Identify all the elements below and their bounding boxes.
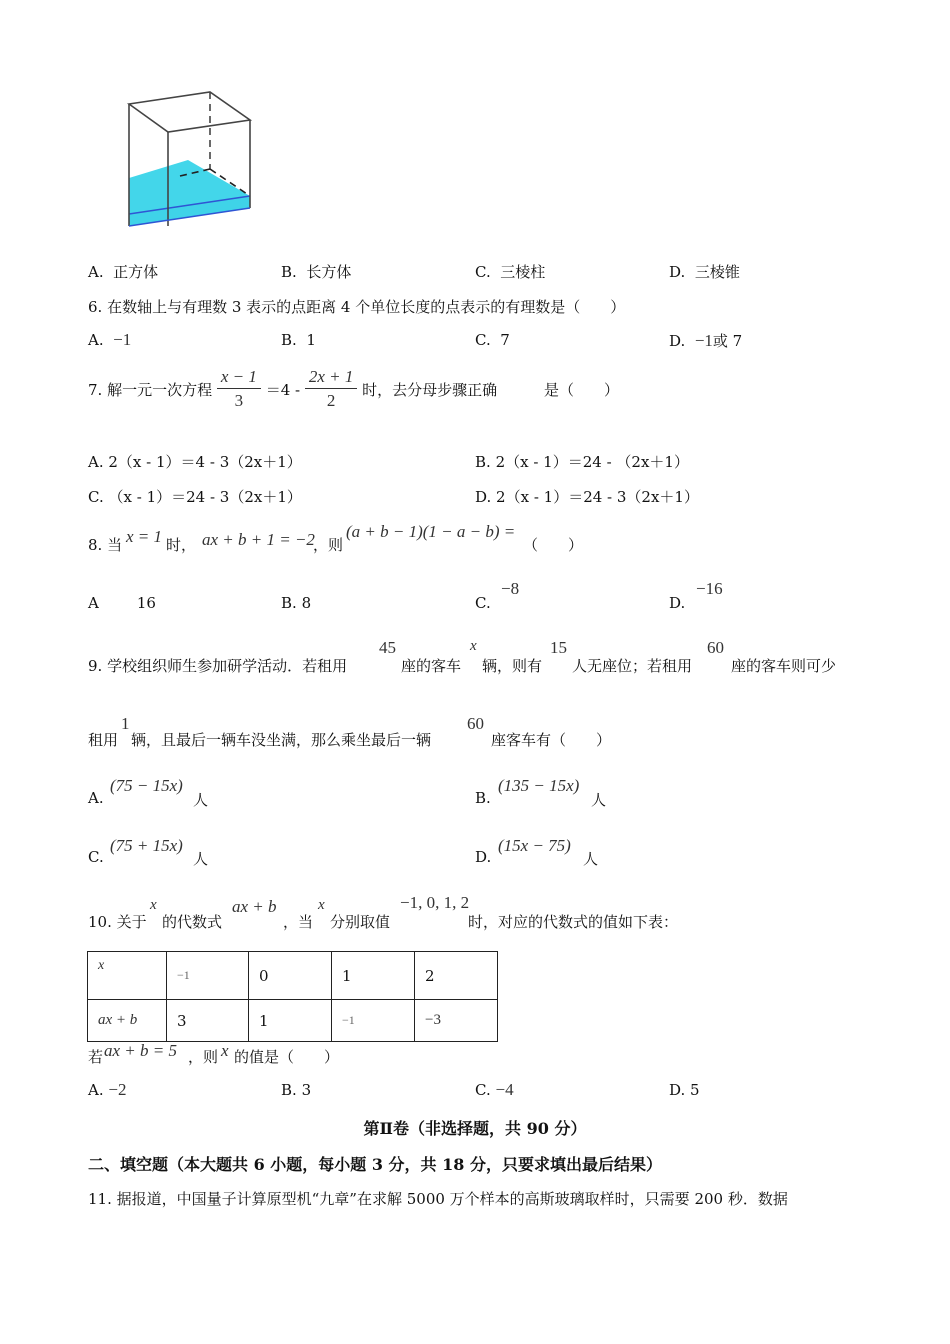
table-cell: 3 xyxy=(167,1000,249,1042)
q8-option-c xyxy=(475,594,491,612)
q7-option-c xyxy=(88,486,302,507)
option-label: A xyxy=(88,594,99,612)
option-label: D. xyxy=(669,1081,686,1099)
option-text: 2（x - 1）＝4 - 3（2x＋1） xyxy=(108,453,302,471)
q10-option-d xyxy=(669,1081,700,1099)
q9-option-d-label: D. xyxy=(475,848,492,866)
option-label: D. xyxy=(669,263,686,281)
q7-option-d xyxy=(475,486,699,507)
option-value: 8 xyxy=(301,594,312,612)
option-label: A. xyxy=(88,331,104,349)
q6-option-b xyxy=(281,331,316,349)
fraction-numerator: x − 1 xyxy=(217,366,261,389)
q9-text-4: 人无座位；若租用 xyxy=(572,657,693,675)
q7-option-a xyxy=(88,451,302,472)
q9-num-60b: 60 xyxy=(467,714,484,733)
q7-fraction-1 xyxy=(217,366,261,413)
table-cell: ax + b xyxy=(88,1000,167,1042)
q5-option-c xyxy=(475,261,545,282)
fraction-denominator: 2 xyxy=(326,391,336,410)
option-text: 正方体 xyxy=(113,263,159,281)
q8-paren: （ ） xyxy=(523,536,584,554)
part2-heading: 二、填空题（本大题共 6 小题，每小题 3 分，共 18 分，只要求填出最后结果） xyxy=(88,1155,662,1174)
q8-expression: (a + b − 1)(1 − a − b) = xyxy=(346,522,516,541)
option-label: B. xyxy=(281,263,297,281)
q10-cond-mid: ，则 xyxy=(188,1048,219,1066)
option-text: 长方体 xyxy=(306,263,352,281)
q9-text-1: 9. 学校组织师生参加研学活动．若租用 xyxy=(88,657,348,675)
fraction-denominator: 3 xyxy=(234,391,244,410)
q7-middle: ＝4 - xyxy=(265,380,301,399)
q6-option-d xyxy=(669,330,742,351)
table-cell: 2 xyxy=(415,952,498,1000)
option-label: A. xyxy=(88,453,104,471)
q9-text-5: 座的客车则可少 xyxy=(731,657,837,675)
q7-suffix-2: 是（ ） xyxy=(543,380,619,399)
table-row xyxy=(88,1000,498,1042)
q9-option-a-label: A. xyxy=(88,789,104,807)
option-text: 2（x - 1）＝24 - （2x＋1） xyxy=(495,453,689,471)
option-value: 5 xyxy=(690,1081,700,1099)
q10-var-x: x xyxy=(150,897,157,913)
option-label: B. xyxy=(281,331,297,349)
cube-water-figure xyxy=(120,86,260,234)
table-cell: 1 xyxy=(332,952,415,1000)
q7-prefix: 7. 解一元一次方程 xyxy=(88,380,213,399)
option-value: 3 xyxy=(301,1081,312,1099)
q7-suffix: 时，去分母步骤正确 xyxy=(362,380,498,399)
option-label: D. xyxy=(475,488,492,506)
q9-option-d-unit: 人 xyxy=(583,850,599,868)
q8-condition: x = 1 xyxy=(126,527,163,546)
table-cell: −1 xyxy=(167,952,249,1000)
q7-stem xyxy=(88,366,619,413)
q9-num-15: 15 xyxy=(550,638,567,657)
q10-values: −1, 0, 1, 2 xyxy=(400,893,470,912)
table-cell: x xyxy=(88,952,167,1000)
q10-option-a xyxy=(88,1080,126,1100)
option-label: C. xyxy=(88,488,104,506)
q9-text-7: 辆，且最后一辆车没坐满，那么乘坐最后一辆 xyxy=(131,731,432,749)
q8-prefix: 8. 当 xyxy=(88,536,123,554)
value-table xyxy=(87,951,498,1042)
option-suffix: 或 7 xyxy=(712,332,743,350)
q10-condition: ax + b = 5 xyxy=(104,1041,177,1060)
option-label: C. xyxy=(475,331,491,349)
q10-option-c xyxy=(475,1080,514,1100)
q10-text-5: 时，对应的代数式的值如下表： xyxy=(468,913,679,931)
q9-option-c-expr: (75 + 15x) xyxy=(110,836,183,855)
q9-option-c-label: C. xyxy=(88,848,104,866)
q9-option-b-expr: (135 − 15x) xyxy=(498,776,580,795)
fraction-numerator: 2x + 1 xyxy=(305,366,358,389)
q8-option-d xyxy=(669,594,685,612)
table-cell: −3 xyxy=(415,1000,498,1042)
q9-num-1: 1 xyxy=(121,714,130,733)
q10-cond-prefix: 若 xyxy=(88,1048,104,1066)
option-label: D. xyxy=(669,332,686,350)
q10-option-b xyxy=(281,1081,311,1099)
option-value: −1 xyxy=(694,331,713,350)
table-cell: −1 xyxy=(332,1000,415,1042)
q10-text-2: 的代数式 xyxy=(162,913,223,931)
option-label: B. xyxy=(281,594,297,612)
q9-num-45: 45 xyxy=(379,638,396,657)
q9-text-8: 座客车有（ ） xyxy=(491,731,612,749)
q9-var-x: x xyxy=(470,638,477,654)
q8-equation: ax + b + 1 = −2 xyxy=(202,530,315,549)
q10-cond-suffix: 的值是（ ） xyxy=(234,1048,340,1066)
q8-text-1: 时， xyxy=(166,536,197,554)
q9-option-d-expr: (15x − 75) xyxy=(498,836,571,855)
q5-option-d xyxy=(669,261,740,282)
option-text: 三棱柱 xyxy=(500,263,546,281)
table-cell: 1 xyxy=(249,1000,332,1042)
q6-stem: 6. 在数轴上与有理数 3 表示的点距离 4 个单位长度的点表示的有理数是（ ） xyxy=(88,298,626,316)
option-value: 7 xyxy=(500,331,510,349)
option-label: A. xyxy=(88,1081,104,1099)
table-cell: 0 xyxy=(249,952,332,1000)
option-text: 三棱锥 xyxy=(694,263,740,281)
option-text: （x - 1）＝24 - 3（2x＋1） xyxy=(108,488,302,506)
option-value: 1 xyxy=(306,331,316,349)
q8-option-a xyxy=(88,594,156,612)
q11-text: 11. 据报道，中国量子计算原型机“九章”在求解 5000 万个样本的高斯玻璃取样时，只需要 200 秒．数据 xyxy=(88,1190,788,1208)
q9-option-c-unit: 人 xyxy=(193,850,209,868)
cube-top-face xyxy=(129,92,250,132)
option-value: −4 xyxy=(495,1080,514,1099)
q7-option-b xyxy=(475,451,689,472)
q9-text-3: 辆，则有 xyxy=(482,657,543,675)
q8-option-d-value: −16 xyxy=(696,579,723,598)
option-value: −2 xyxy=(108,1080,127,1099)
q6-option-c xyxy=(475,331,510,349)
option-label: B. xyxy=(475,453,491,471)
q8-option-c-value: −8 xyxy=(501,579,520,598)
q9-option-b-unit: 人 xyxy=(591,791,607,809)
q10-text-4: 分别取值 xyxy=(330,913,391,931)
q9-option-b-label: B. xyxy=(475,789,491,807)
q8-option-b xyxy=(281,594,311,612)
section-title: 第Ⅱ卷（非选择题，共 90 分） xyxy=(363,1119,587,1138)
option-label: D. xyxy=(669,594,686,612)
q10-expression: ax + b xyxy=(232,897,277,916)
q7-fraction-2 xyxy=(305,366,358,413)
q10-text-1: 10. 关于 xyxy=(88,913,147,931)
option-label: C. xyxy=(475,1081,491,1099)
q10-text-3: ，当 xyxy=(283,913,314,931)
q6-option-a xyxy=(88,330,131,350)
q9-text-2: 座的客车 xyxy=(401,657,462,675)
option-text: 2（x - 1）＝24 - 3（2x＋1） xyxy=(496,488,699,506)
q5-option-b xyxy=(281,261,351,282)
q9-num-60: 60 xyxy=(707,638,724,657)
q5-option-a xyxy=(88,261,158,282)
option-label: B. xyxy=(281,1081,297,1099)
q8-text-2: ，则 xyxy=(313,536,344,554)
option-value: −1 xyxy=(113,330,132,349)
option-label: C. xyxy=(475,263,491,281)
option-value: 16 xyxy=(136,594,156,612)
q9-text-6: 租用 xyxy=(88,731,119,749)
q9-option-a-expr: (75 − 15x) xyxy=(110,776,183,795)
option-label: C. xyxy=(475,594,491,612)
q10-cond-x: x xyxy=(221,1041,229,1060)
option-label: A. xyxy=(88,263,104,281)
q9-option-a-unit: 人 xyxy=(193,791,209,809)
q10-var-x-2: x xyxy=(318,897,325,913)
table-row xyxy=(88,952,498,1000)
